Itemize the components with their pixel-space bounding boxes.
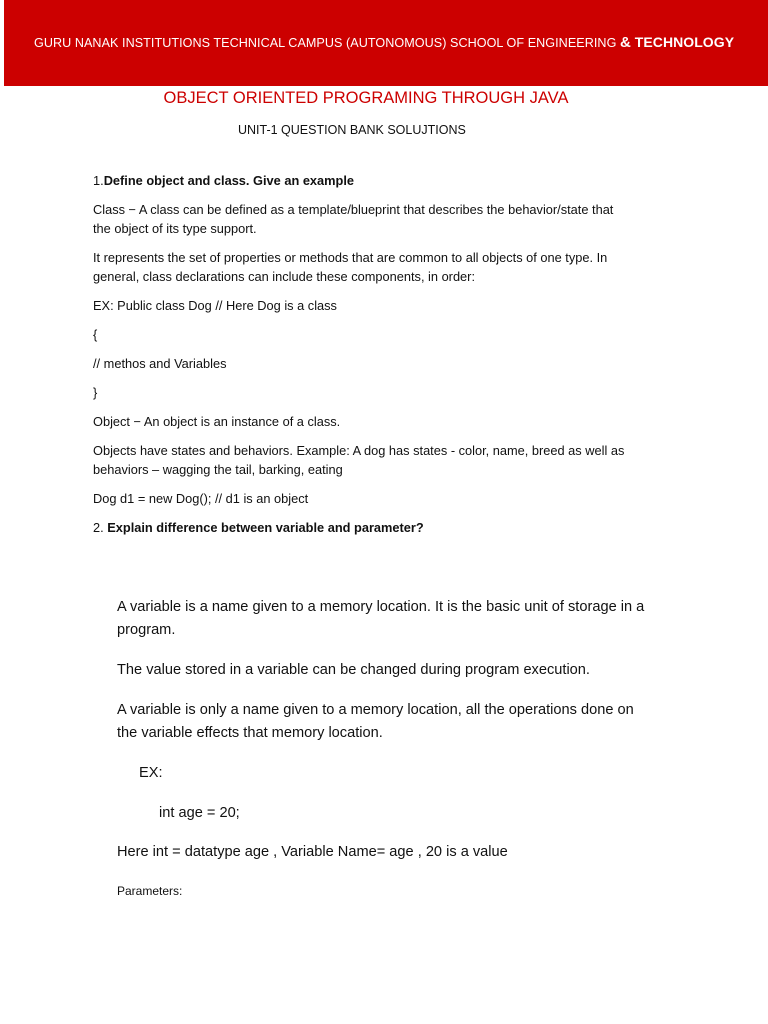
class-example-line: EX: Public class Dog // Here Dog is a class [93,298,337,313]
code-brace-open: { [93,327,98,342]
header-banner [4,0,768,86]
object-example-line: Dog d1 = new Dog(); // d1 is an object [93,491,309,506]
object-definition-line: Object − An object is an instance of a class. [93,414,341,429]
institution-name-ampersand: & [619,34,631,51]
class-represents-line-2: general, class declarations can include these components, in order: [93,269,475,284]
institution-name [34,34,734,51]
variable-definition-line-1: A variable is a name given to a memory location. It is the basic unit of storage in a [117,599,645,615]
class-definition-line-1: Class − A class can be defined as a template/blueprint that describes the behavior/state that [93,202,614,217]
institution-name-main: GURU NANAK INSTITUTIONS TECHNICAL CAMPUS (AUTONOMOUS) SCHOOL OF ENGINEERING [34,36,620,50]
parameters-heading: Parameters: [117,884,183,898]
variable-explanation-line: Here int = datatype age , Variable Name= age , 20 is a value [117,844,508,860]
question-1-text: Define object and class. Give an example [103,173,355,188]
variable-value-line: The value stored in a variable can be changed during program execution. [117,662,590,678]
document-subtitle: UNIT-1 QUESTION BANK SOLUJTIONS [238,123,466,137]
question-2-text: Explain difference between variable and parameter? [107,520,424,535]
variable-example-label: EX: [139,765,163,781]
class-represents-line-1: It represents the set of properties or methods that are common to all objects of one type. In [93,250,608,265]
variable-memory-line-2: the variable effects that memory location. [117,725,383,741]
question-1-number: 1. [93,173,104,188]
variable-memory-line-1: A variable is only a name given to a memory location, all the operations done on [117,702,634,718]
document-title: OBJECT ORIENTED PROGRAMING THROUGH JAVA [163,89,569,107]
object-states-line-2: behaviors – wagging the tail, barking, eating [93,462,343,477]
question-2-number: 2. [93,520,108,535]
class-definition-line-2: the object of its type support. [93,221,257,236]
variable-code-line: int age = 20; [159,805,240,821]
question-2-heading [93,518,424,538]
code-comment-line: // methos and Variables [93,356,227,371]
institution-name-tail: TECHNOLOGY [630,34,735,50]
code-brace-close: } [93,385,98,400]
object-states-line-1: Objects have states and behaviors. Example: A dog has states - color, name, breed as well as [93,443,625,458]
question-1-heading [93,171,354,191]
variable-definition-line-2: program. [117,622,176,638]
